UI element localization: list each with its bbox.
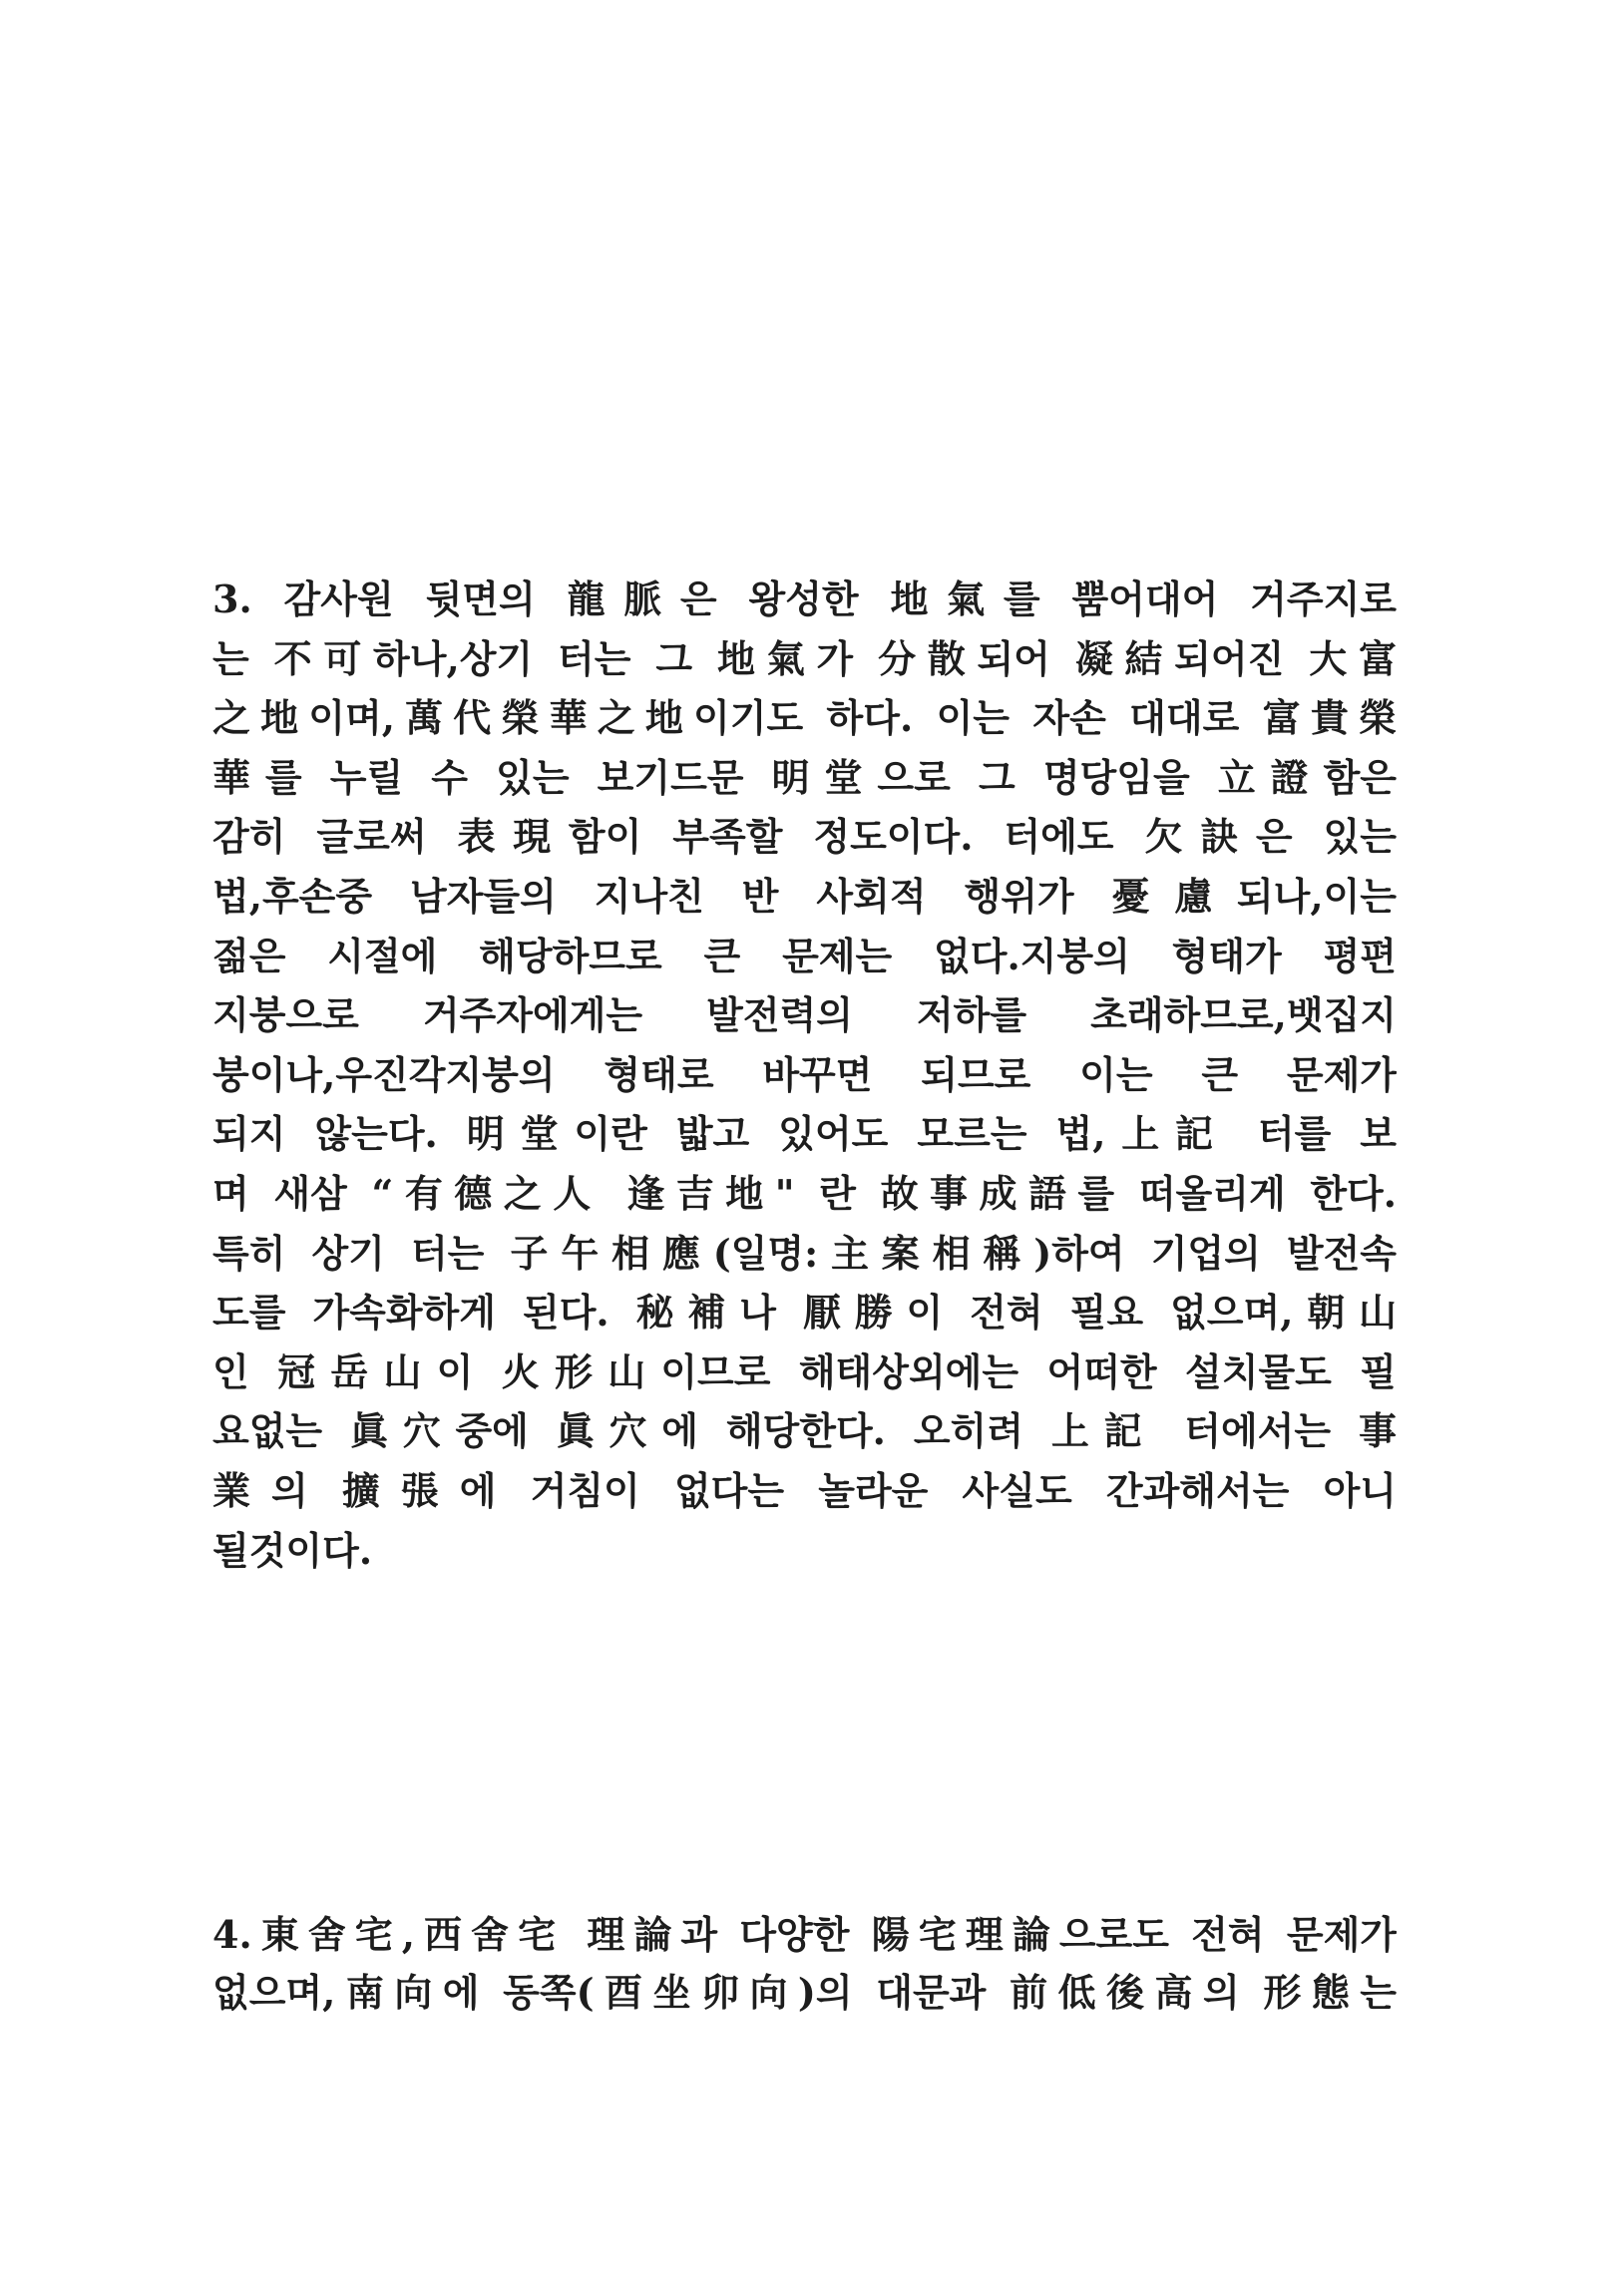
text-line: 붕이나,우진각지붕의 형태로 바꾸면 되므로 이는 큰 문제가 (212, 1051, 1397, 1097)
text-line: 될것이다. (212, 1527, 373, 1573)
text-line: 3. 감사원 뒷면의 龍脈은 왕성한 地氣를 뿜어대어 거주지로 (212, 576, 1397, 621)
text-line: 특히 상기 터는 子午相應(일명:主案相稱)하여 기업의 발전속 (212, 1230, 1397, 1276)
text-line: 감히 글로써 表現함이 부족할 정도이다. 터에도 欠訣은 있는 (212, 814, 1397, 860)
section-3-paragraph (212, 573, 1397, 1583)
text-line: 之地이며,萬代榮華之地이기도 하다. 이는 자손 대대로 富貴榮 (212, 695, 1397, 741)
text-line: 도를 가속화하게 된다. 秘補나 厭勝이 전혀 필요 없으며,朝山 (212, 1290, 1397, 1336)
text-line: 華를 누릴 수 있는 보기드문 明堂으로 그 명당임을 立證함은 (212, 754, 1397, 800)
text-line: 는 不可하나,상기 터는 그 地氣가 分散되어 凝結되어진 大富 (212, 635, 1397, 681)
text-line: 없으며,南向에 동쪽(酉坐卯向)의 대문과 前低後高의 形態는 (212, 1970, 1397, 2015)
section-4-paragraph (212, 1908, 1397, 2024)
text-line: 4.東舍宅,西舍宅 理論과 다양한 陽宅理論으로도 전혀 문제가 (212, 1912, 1397, 1957)
text-line: 되지 않는다. 明堂이란 밟고 있어도 모르는 법,上記 터를 보 (212, 1111, 1397, 1157)
text-line: 젊은 시절에 해당하므로 큰 문제는 없다.지붕의 형태가 평편 (212, 933, 1397, 978)
text-line: 요없는 眞穴중에 眞穴에 해당한다. 오히려 上記 터에서는 事 (212, 1408, 1397, 1454)
text-line: 인 冠岳山이 火形山이므로 해태상외에는 어떠한 설치물도 필 (212, 1348, 1397, 1394)
text-line: 지붕으로 거주자에게는 발전력의 저하를 초래하므로,뱃집지 (212, 992, 1397, 1038)
text-line: 며 새삼 “有德之人 逢吉地" 란 故事成語를 떠올리게 한다. (212, 1170, 1397, 1216)
text-line: 법,후손중 남자들의 지나친 반 사회적 행위가 憂慮되나,이는 (212, 873, 1397, 919)
text-line: 業의 擴張에 거침이 없다는 놀라운 사실도 간과해서는 아니 (212, 1467, 1397, 1513)
